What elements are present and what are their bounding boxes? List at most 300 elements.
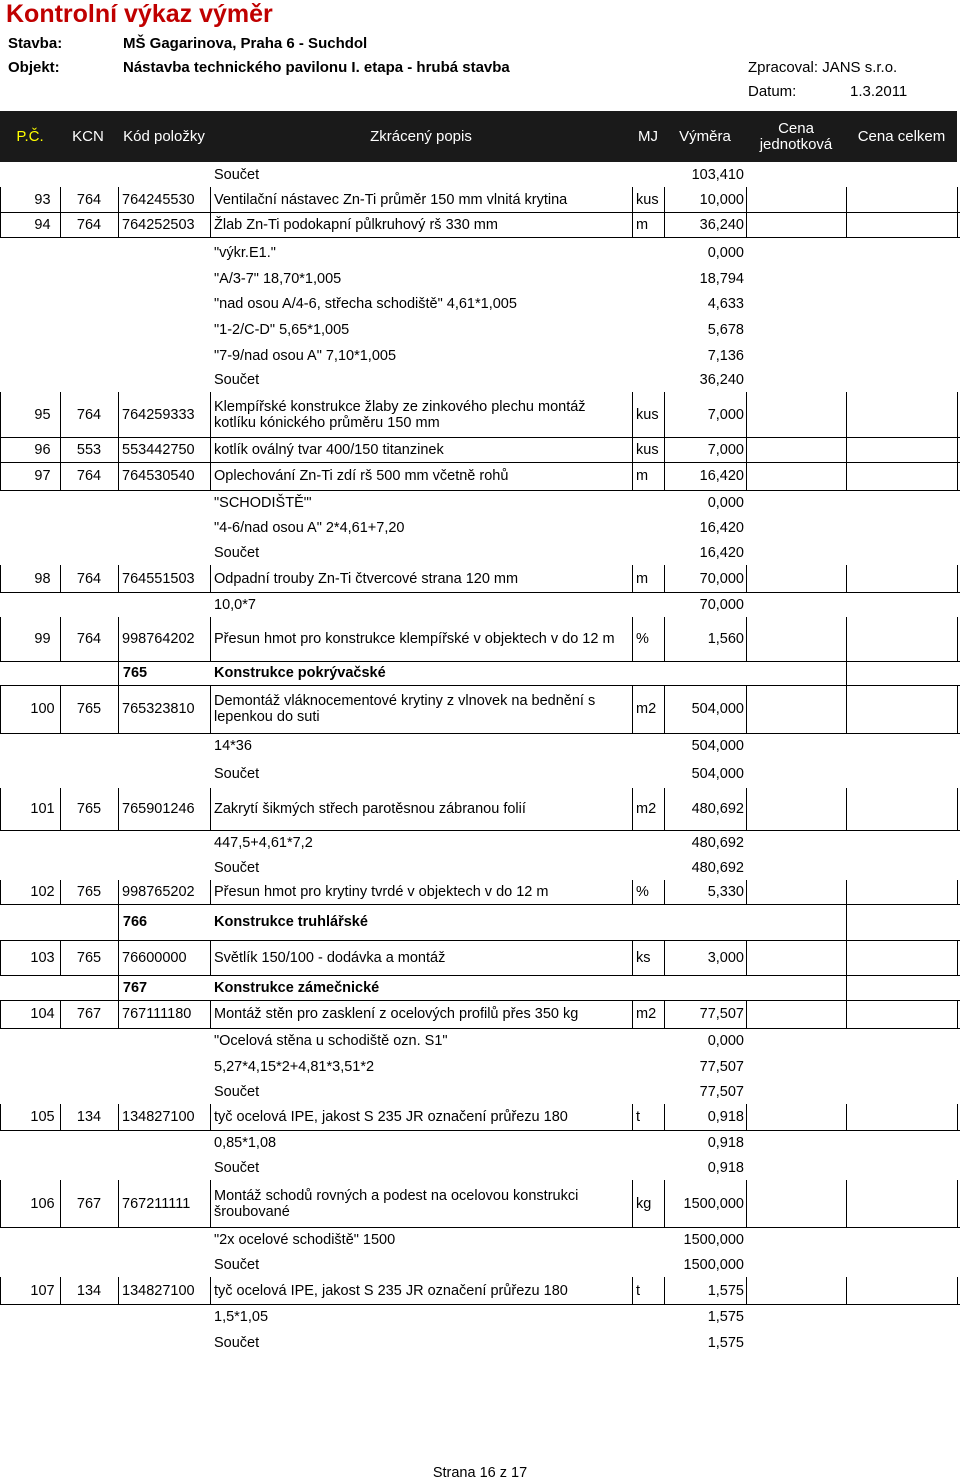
grid-line bbox=[118, 940, 119, 975]
row-number: 97 bbox=[34, 468, 51, 484]
row-description: Součet bbox=[214, 372, 260, 388]
grid-line bbox=[746, 392, 747, 437]
subtotal-row bbox=[0, 368, 960, 392]
row-code: 764551503 bbox=[122, 570, 195, 587]
grid-line bbox=[210, 880, 211, 904]
row-unit: kus bbox=[636, 406, 659, 423]
grid-line bbox=[846, 617, 847, 661]
grid-line bbox=[210, 788, 211, 830]
grid-line bbox=[632, 1180, 633, 1227]
row-kcn: 765 bbox=[76, 884, 102, 900]
row-description: "SCHODIŠTĚ"' bbox=[214, 494, 312, 511]
row-quantity: 36,240 bbox=[699, 372, 744, 388]
grid-line bbox=[846, 1277, 847, 1304]
grid-line bbox=[846, 565, 847, 592]
grid-line bbox=[210, 940, 211, 975]
row-code: 764530540 bbox=[122, 468, 195, 484]
row-description: Odpadní trouby Zn-Ti čtvercové strana 120 mm bbox=[214, 570, 519, 587]
row-kcn: 764 bbox=[76, 468, 102, 484]
grid-line bbox=[210, 1180, 211, 1227]
grid-line bbox=[0, 1000, 1, 1028]
table-row bbox=[0, 880, 960, 905]
section-kcn: 766 bbox=[122, 914, 148, 930]
grid-line bbox=[846, 904, 847, 940]
row-code: 553442750 bbox=[122, 441, 195, 458]
grid-line bbox=[746, 187, 747, 212]
grid-line bbox=[118, 392, 119, 437]
section-row bbox=[0, 661, 960, 686]
row-code: 998765202 bbox=[122, 884, 195, 900]
grid-line bbox=[118, 1000, 119, 1028]
grid-line bbox=[0, 685, 1, 733]
grid-line bbox=[632, 212, 633, 237]
row-unit: t bbox=[636, 1282, 641, 1299]
grid-line bbox=[0, 1180, 1, 1227]
row-number: 98 bbox=[34, 570, 51, 587]
row-kcn: 764 bbox=[76, 216, 102, 233]
table-row bbox=[0, 212, 960, 238]
col-vymera: Výměra bbox=[679, 127, 731, 145]
grid-line bbox=[746, 462, 747, 490]
grid-line bbox=[118, 685, 119, 733]
grid-line bbox=[210, 392, 211, 437]
row-quantity: 480,692 bbox=[691, 801, 744, 817]
grid-line bbox=[746, 685, 747, 733]
grid-line bbox=[118, 880, 119, 904]
grid-line bbox=[632, 565, 633, 592]
grid-line bbox=[210, 212, 211, 237]
row-number: 105 bbox=[30, 1109, 55, 1125]
grid-line bbox=[632, 437, 633, 462]
page-footer: Strana 16 z 17 bbox=[432, 1465, 528, 1481]
grid-line bbox=[210, 1104, 211, 1130]
grid-line bbox=[0, 565, 1, 592]
grid-line bbox=[118, 617, 119, 661]
row-kcn: 767 bbox=[76, 1195, 102, 1212]
row-unit: ks bbox=[636, 949, 651, 966]
row-description: Součet bbox=[214, 1256, 260, 1273]
table-row bbox=[0, 940, 960, 976]
row-quantity: 0,000 bbox=[707, 494, 744, 511]
row-quantity: 4,633 bbox=[707, 296, 744, 312]
grid-line bbox=[0, 187, 1, 212]
grid-line bbox=[118, 788, 119, 830]
row-kcn: 767 bbox=[76, 1006, 102, 1022]
section-kcn: 765 bbox=[122, 665, 148, 681]
row-code: 998764202 bbox=[122, 631, 195, 647]
grid-line bbox=[846, 940, 847, 975]
subtotal-row bbox=[0, 1080, 960, 1104]
col-popis: Zkrácený popis bbox=[370, 127, 472, 145]
subtotal-row bbox=[0, 317, 960, 343]
row-number: 104 bbox=[30, 1006, 55, 1022]
table-row bbox=[0, 565, 960, 593]
subtotal-row bbox=[0, 343, 960, 368]
row-description: Součet bbox=[214, 1084, 260, 1100]
row-quantity: 0,918 bbox=[707, 1109, 744, 1125]
grid-line bbox=[957, 187, 958, 212]
row-description: Přesun hmot pro krytiny tvrdé v objektech v do 12 m bbox=[214, 884, 549, 900]
grid-line bbox=[210, 187, 211, 212]
grid-line bbox=[118, 565, 119, 592]
grid-line bbox=[118, 1277, 119, 1304]
row-description: "2x ocelové schodiště" 1500 bbox=[214, 1231, 396, 1248]
row-description: kotlík oválný tvar 400/150 titanzinek bbox=[214, 441, 444, 458]
grid-line bbox=[210, 617, 211, 661]
grid-line bbox=[957, 1104, 958, 1130]
section-title: Konstrukce zámečnické bbox=[214, 979, 380, 996]
grid-line bbox=[846, 187, 847, 212]
row-unit: kg bbox=[636, 1195, 652, 1212]
col-mj: MJ bbox=[638, 127, 658, 145]
row-number: 102 bbox=[30, 884, 55, 900]
row-quantity: 3,000 bbox=[707, 949, 744, 966]
grid-line bbox=[846, 1104, 847, 1130]
subtotal-row bbox=[0, 1054, 960, 1080]
grid-line bbox=[0, 940, 1, 975]
subtotal-row bbox=[0, 162, 960, 187]
grid-line bbox=[846, 975, 847, 1000]
grid-line bbox=[118, 462, 119, 490]
col-pc: P.Č. bbox=[16, 127, 44, 145]
row-description: Součet bbox=[214, 545, 260, 561]
table-row bbox=[0, 1277, 960, 1305]
col-kcn: KCN bbox=[72, 127, 104, 145]
grid-line bbox=[746, 940, 747, 975]
row-quantity: 70,000 bbox=[699, 596, 744, 613]
subtotal-row bbox=[0, 240, 960, 266]
subtotal-row bbox=[0, 490, 960, 515]
subtotal-row bbox=[0, 733, 960, 759]
column-header-bar bbox=[0, 111, 957, 162]
grid-line bbox=[632, 685, 633, 733]
row-kcn: 764 bbox=[76, 631, 102, 647]
row-description: Oplechování Zn-Ti zdí rš 500 mm včetně rohů bbox=[214, 468, 509, 484]
row-number: 94 bbox=[34, 216, 51, 233]
grid-line bbox=[957, 437, 958, 462]
row-quantity: 1500,000 bbox=[683, 1256, 744, 1273]
row-description: Součet bbox=[214, 1160, 260, 1176]
row-unit: t bbox=[636, 1109, 641, 1125]
row-quantity: 5,330 bbox=[707, 884, 744, 900]
grid-line bbox=[0, 788, 1, 830]
grid-line bbox=[746, 212, 747, 237]
row-unit: m bbox=[636, 216, 649, 233]
grid-line bbox=[632, 462, 633, 490]
grid-line bbox=[846, 462, 847, 490]
grid-line bbox=[746, 565, 747, 592]
row-description: Světlík 150/100 - dodávka a montáž bbox=[214, 949, 446, 966]
table-row bbox=[0, 187, 960, 213]
grid-line bbox=[846, 685, 847, 733]
grid-line bbox=[210, 1000, 211, 1028]
row-quantity: 16,420 bbox=[699, 520, 744, 536]
row-quantity: 480,692 bbox=[691, 860, 744, 876]
subtotal-row bbox=[0, 856, 960, 880]
row-description: Montáž schodů rovných a podest na ocelovou konstrukci šroubované bbox=[214, 1187, 579, 1220]
row-quantity: 7,000 bbox=[707, 441, 744, 458]
table-row bbox=[0, 1180, 960, 1228]
row-kcn: 765 bbox=[76, 949, 102, 966]
table-row bbox=[0, 1000, 960, 1029]
row-number: 93 bbox=[34, 191, 51, 208]
zpracoval: Zpracoval: JANS s.r.o. bbox=[748, 59, 898, 76]
grid-line bbox=[118, 1180, 119, 1227]
row-description: tyč ocelová IPE, jakost S 235 JR označení průřezu 180 bbox=[214, 1109, 568, 1125]
row-unit: m2 bbox=[636, 1006, 657, 1022]
row-unit: % bbox=[636, 631, 649, 647]
row-quantity: 7,136 bbox=[707, 347, 744, 364]
row-description: Demontáž vláknocementové krytiny z vlnovek na bednění s lepenkou do suti bbox=[214, 693, 596, 725]
row-description: Součet bbox=[214, 166, 260, 183]
grid-line bbox=[957, 1000, 958, 1028]
grid-line bbox=[746, 788, 747, 830]
objekt-label: Objekt: bbox=[8, 59, 60, 76]
grid-line bbox=[746, 1277, 747, 1304]
row-quantity: 77,507 bbox=[699, 1059, 744, 1075]
grid-line bbox=[632, 392, 633, 437]
grid-line bbox=[632, 1277, 633, 1304]
col-kod: Kód položky bbox=[123, 127, 205, 145]
table-row bbox=[0, 437, 960, 463]
row-description: "7-9/nad osou A" 7,10*1,005 bbox=[214, 347, 397, 364]
grid-line bbox=[846, 392, 847, 437]
subtotal-row bbox=[0, 291, 960, 317]
row-unit: kus bbox=[636, 191, 659, 208]
grid-line bbox=[957, 685, 958, 733]
grid-line bbox=[0, 880, 1, 904]
row-quantity: 7,000 bbox=[707, 406, 744, 423]
grid-line bbox=[957, 212, 958, 237]
row-description: 1,5*1,05 bbox=[214, 1309, 269, 1325]
row-unit: m2 bbox=[636, 801, 657, 817]
row-quantity: 77,507 bbox=[699, 1006, 744, 1022]
subtotal-row bbox=[0, 592, 960, 617]
row-kcn: 553 bbox=[76, 441, 102, 458]
row-code: 765323810 bbox=[122, 701, 195, 717]
row-kcn: 764 bbox=[76, 570, 102, 587]
row-quantity: 10,000 bbox=[699, 191, 744, 208]
row-code: 764259333 bbox=[122, 406, 195, 423]
row-number: 99 bbox=[34, 631, 51, 647]
subtotal-row bbox=[0, 1130, 960, 1156]
grid-line bbox=[210, 685, 211, 733]
row-code: 767111180 bbox=[122, 1006, 192, 1022]
row-number: 100 bbox=[30, 701, 55, 717]
datum-value: 1.3.2011 bbox=[850, 83, 908, 100]
row-quantity: 1,575 bbox=[707, 1282, 744, 1299]
row-description: Součet bbox=[214, 765, 260, 782]
row-quantity: 504,000 bbox=[691, 701, 744, 717]
grid-line bbox=[210, 437, 211, 462]
row-unit: m bbox=[636, 468, 649, 484]
row-number: 103 bbox=[30, 949, 55, 966]
grid-line bbox=[957, 1180, 958, 1227]
subtotal-row bbox=[0, 1227, 960, 1252]
row-description: Montáž stěn pro zasklení z ocelových profilů přes 350 kg bbox=[214, 1006, 579, 1022]
grid-line bbox=[846, 212, 847, 237]
row-description: 14*36 bbox=[214, 738, 252, 754]
grid-line bbox=[846, 1180, 847, 1227]
table-row bbox=[0, 462, 960, 491]
row-kcn: 764 bbox=[76, 191, 102, 208]
grid-line bbox=[632, 788, 633, 830]
grid-line bbox=[210, 462, 211, 490]
grid-line bbox=[118, 212, 119, 237]
grid-line bbox=[0, 1104, 1, 1130]
row-number: 96 bbox=[34, 441, 51, 458]
grid-line bbox=[0, 212, 1, 237]
row-description: 0,85*1,08 bbox=[214, 1135, 277, 1151]
grid-line bbox=[632, 1104, 633, 1130]
objekt-value: Nástavba technického pavilonu I. etapa - hrubá stavba bbox=[123, 59, 510, 76]
subtotal-row bbox=[0, 1252, 960, 1277]
row-quantity: 36,240 bbox=[699, 216, 744, 233]
row-quantity: 0,918 bbox=[707, 1135, 744, 1151]
table-row bbox=[0, 685, 960, 734]
grid-line bbox=[210, 565, 211, 592]
row-description: Součet bbox=[214, 1335, 260, 1351]
row-quantity: 5,678 bbox=[707, 322, 744, 338]
grid-line bbox=[632, 1000, 633, 1028]
row-quantity: 16,420 bbox=[699, 545, 744, 561]
row-description: 10,0*7 bbox=[214, 596, 256, 613]
grid-line bbox=[846, 1000, 847, 1028]
grid-line bbox=[846, 437, 847, 462]
grid-line bbox=[957, 940, 958, 975]
row-quantity: 70,000 bbox=[699, 570, 744, 587]
row-description: Zakrytí šikmých střech parotěsnou zábranou folií bbox=[214, 801, 526, 817]
row-kcn: 764 bbox=[76, 406, 102, 423]
row-quantity: 1,560 bbox=[707, 631, 744, 647]
grid-line bbox=[632, 940, 633, 975]
grid-line bbox=[0, 392, 1, 437]
subtotal-row bbox=[0, 1330, 960, 1356]
grid-line bbox=[846, 880, 847, 904]
grid-line bbox=[846, 788, 847, 830]
row-quantity: 1500,000 bbox=[683, 1231, 744, 1248]
row-number: 101 bbox=[30, 801, 55, 817]
row-quantity: 480,692 bbox=[691, 835, 744, 851]
section-kcn: 767 bbox=[122, 979, 148, 996]
row-description: "Ocelová stěna u schodiště ozn. S1" bbox=[214, 1033, 448, 1049]
subtotal-row bbox=[0, 830, 960, 856]
row-quantity: 1,575 bbox=[707, 1309, 744, 1325]
grid-line bbox=[957, 788, 958, 830]
table-row bbox=[0, 788, 960, 831]
subtotal-row bbox=[0, 759, 960, 788]
subtotal-row bbox=[0, 266, 960, 291]
grid-line bbox=[957, 617, 958, 661]
grid-line bbox=[0, 617, 1, 661]
row-code: 764245530 bbox=[122, 191, 195, 208]
subtotal-row bbox=[0, 1028, 960, 1054]
row-description: "1-2/C-D" 5,65*1,005 bbox=[214, 322, 350, 338]
row-description: Žlab Zn-Ti podokapní půlkruhový rš 330 mm bbox=[214, 216, 498, 233]
row-description: Součet bbox=[214, 860, 260, 876]
row-code: 134827100 bbox=[122, 1109, 195, 1125]
subtotal-row bbox=[0, 541, 960, 565]
section-title: Konstrukce pokrývačské bbox=[214, 665, 386, 681]
grid-line bbox=[957, 565, 958, 592]
row-description: "A/3-7" 18,70*1,005 bbox=[214, 270, 342, 287]
subtotal-row bbox=[0, 1156, 960, 1180]
row-kcn: 134 bbox=[76, 1109, 102, 1125]
grid-line bbox=[746, 1104, 747, 1130]
section-title: Konstrukce truhlářské bbox=[214, 914, 368, 930]
table-row bbox=[0, 1104, 960, 1131]
grid-line bbox=[632, 617, 633, 661]
row-description: Ventilační nástavec Zn-Ti průměr 150 mm vlnitá krytina bbox=[214, 191, 568, 208]
row-quantity: 18,794 bbox=[699, 270, 744, 287]
grid-line bbox=[210, 1277, 211, 1304]
row-kcn: 765 bbox=[76, 801, 102, 817]
row-quantity: 0,000 bbox=[707, 245, 744, 261]
col-cena-celkem: Cena celkem bbox=[857, 127, 946, 145]
row-quantity: 0,000 bbox=[707, 1033, 744, 1049]
grid-line bbox=[957, 880, 958, 904]
row-code: 764252503 bbox=[122, 216, 195, 233]
row-description: "nad osou A/4-6, střecha schodiště" 4,61*1,005 bbox=[214, 296, 517, 312]
grid-line bbox=[746, 437, 747, 462]
grid-line bbox=[0, 1277, 1, 1304]
row-number: 107 bbox=[30, 1282, 55, 1299]
row-description: "výkr.E1." bbox=[214, 245, 276, 261]
row-quantity: 1,575 bbox=[707, 1335, 744, 1351]
grid-line bbox=[957, 462, 958, 490]
row-kcn: 765 bbox=[76, 701, 102, 717]
row-quantity: 504,000 bbox=[691, 765, 744, 782]
row-quantity: 103,410 bbox=[691, 166, 744, 183]
row-number: 106 bbox=[30, 1195, 55, 1212]
subtotal-row bbox=[0, 515, 960, 541]
row-code: 767211111 bbox=[122, 1195, 191, 1212]
grid-line bbox=[0, 437, 1, 462]
grid-line bbox=[746, 880, 747, 904]
row-description: "4-6/nad osou A" 2*4,61+7,20 bbox=[214, 520, 405, 536]
grid-line bbox=[118, 1104, 119, 1130]
grid-line bbox=[632, 880, 633, 904]
row-unit: m bbox=[636, 570, 649, 587]
grid-line bbox=[957, 392, 958, 437]
grid-line bbox=[846, 661, 847, 685]
row-description: Klempířské konstrukce žlaby ze zinkového plechu montáž kotlíku kónického průměru 150 mm bbox=[214, 398, 586, 431]
row-quantity: 77,507 bbox=[699, 1084, 744, 1100]
row-unit: kus bbox=[636, 441, 659, 458]
row-number: 95 bbox=[34, 406, 51, 423]
row-quantity: 16,420 bbox=[699, 468, 744, 484]
row-kcn: 134 bbox=[76, 1282, 102, 1299]
row-description: Přesun hmot pro konstrukce klempířské v objektech v do 12 m bbox=[214, 631, 615, 647]
row-quantity: 1500,000 bbox=[683, 1195, 744, 1212]
subtotal-row bbox=[0, 1304, 960, 1330]
grid-line bbox=[746, 617, 747, 661]
grid-line bbox=[632, 187, 633, 212]
stavba-value: MŠ Gagarinova, Praha 6 - Suchdol bbox=[123, 35, 368, 52]
grid-line bbox=[746, 1000, 747, 1028]
row-description: tyč ocelová IPE, jakost S 235 JR označení průřezu 180 bbox=[214, 1282, 568, 1299]
row-code: 765901246 bbox=[122, 801, 195, 817]
section-row bbox=[0, 975, 960, 1001]
row-unit: % bbox=[636, 884, 649, 900]
col-cena-jednotkova: Cena jednotková bbox=[759, 119, 833, 153]
page-title: Kontrolní výkaz výměr bbox=[6, 0, 273, 28]
grid-line bbox=[0, 462, 1, 490]
row-unit: m2 bbox=[636, 701, 657, 717]
grid-line bbox=[118, 437, 119, 462]
grid-line bbox=[746, 1180, 747, 1227]
datum-label: Datum: bbox=[748, 83, 797, 100]
